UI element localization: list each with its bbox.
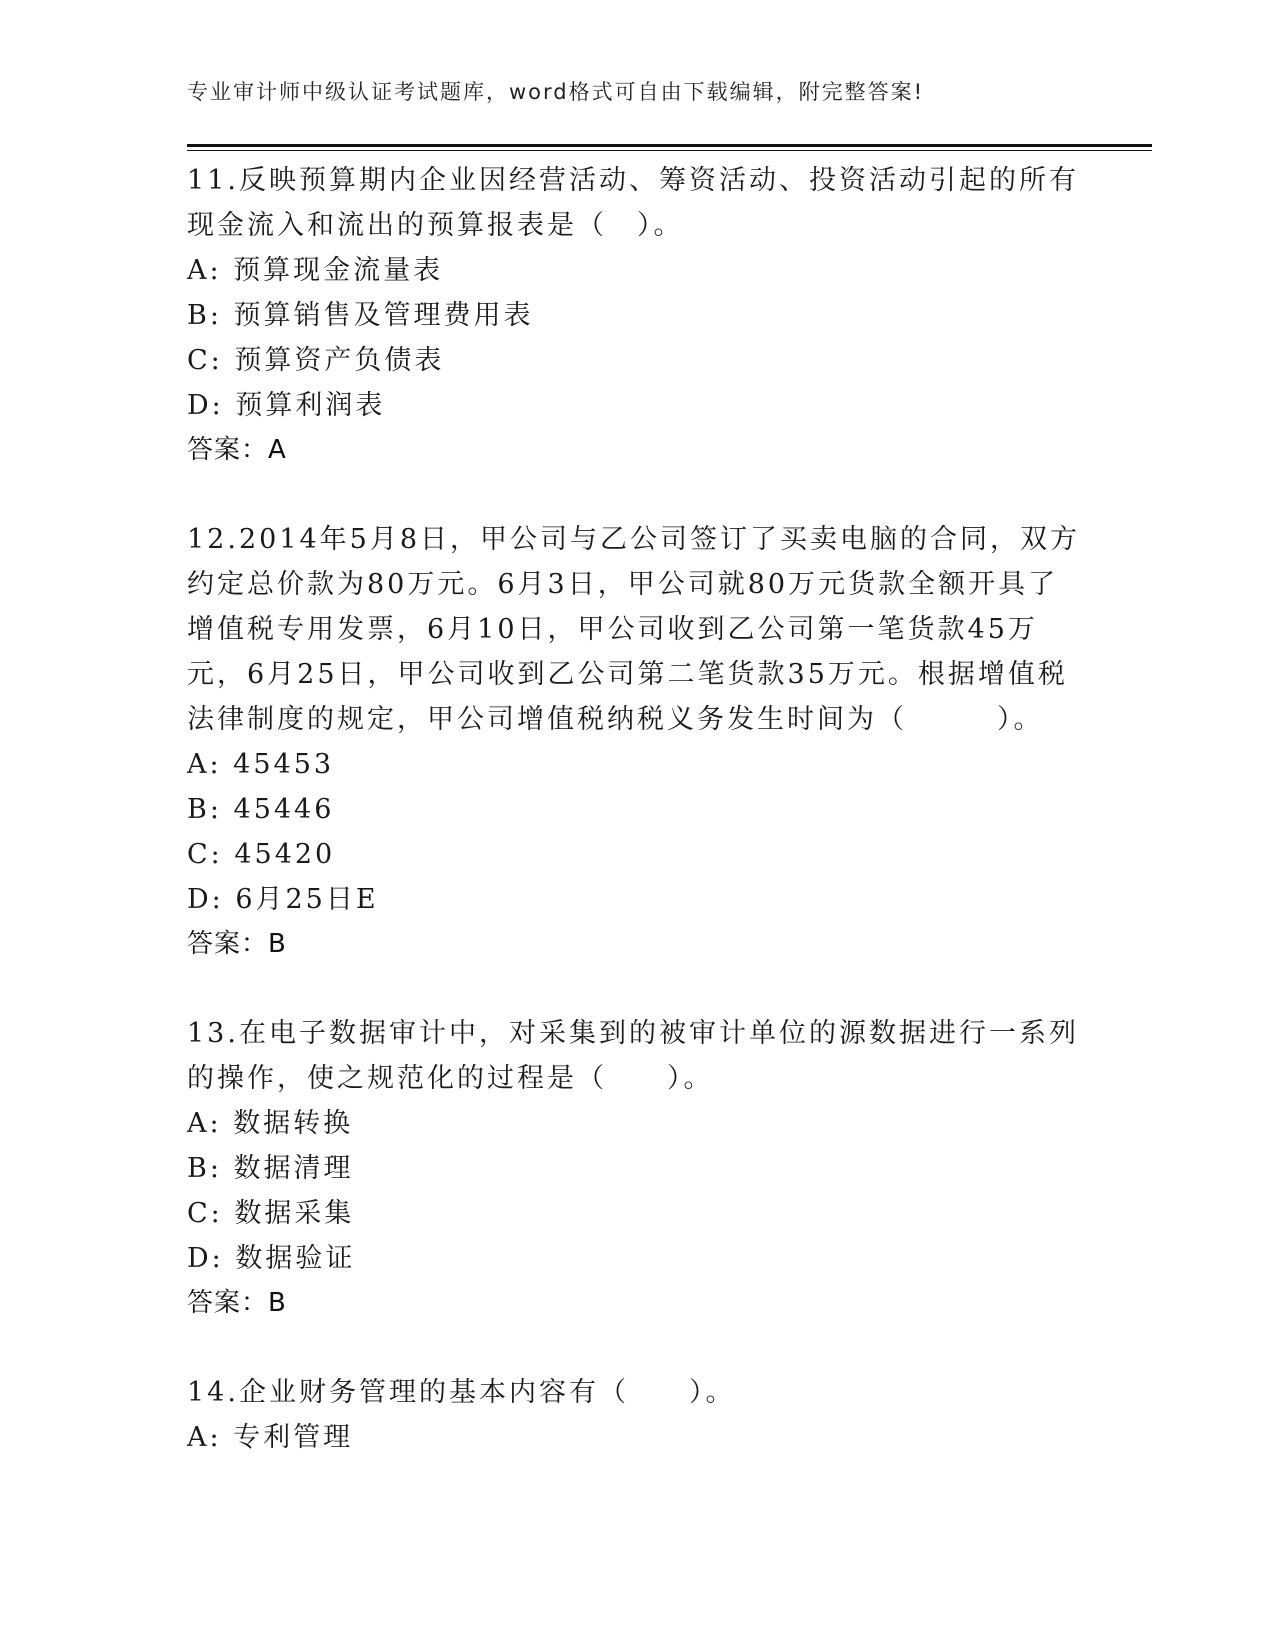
question-13 [187, 1011, 1087, 1326]
option-c: C: 数据采集 [187, 1198, 355, 1229]
answer-line: 答案：B [187, 929, 287, 959]
answer-line: 答案：A [187, 435, 287, 465]
header-divider-thick [187, 144, 1152, 147]
question-11 [187, 158, 1087, 473]
option-d: D: 6月25日E [187, 884, 379, 915]
option-d: D: 数据验证 [187, 1243, 356, 1274]
question-list [187, 158, 1087, 1460]
question-stem: 13.在电子数据审计中，对采集到的被审计单位的源数据进行一系列的操作，使之规范化的过程是（ ）。 [187, 1018, 1079, 1094]
answer-line: 答案：B [187, 1288, 287, 1318]
question-stem: 11.反映预算期内企业因经营活动、筹资活动、投资活动引起的所有现金流入和流出的预算报表是（ ）。 [187, 165, 1079, 241]
question-stem: 12.2014年5月8日，甲公司与乙公司签订了买卖电脑的合同，双方约定总价款为80万元。6月3日，甲公司就80万元货款全额开具了增值税专用发票，6月10日，甲公司收到乙公司第一笔货款45万元，6月25日，甲公司收到乙公司第二笔货款35万元。根据增值税法律制度的规定，甲公司增值税纳税义务发生时间为（ ）。 [187, 524, 1081, 735]
header-divider-thin [187, 150, 1152, 151]
question-12 [187, 517, 1087, 967]
option-c: C: 预算资产负债表 [187, 345, 445, 376]
option-d: D: 预算利润表 [187, 390, 386, 421]
option-a: A: 45453 [187, 749, 335, 780]
option-a: A: 预算现金流量表 [187, 255, 444, 286]
page-header-text: 专业审计师中级认证考试题库，word格式可自由下载编辑，附完整答案! [187, 80, 925, 104]
question-14 [187, 1370, 1087, 1460]
option-b: B: 45446 [187, 794, 335, 825]
option-b: B: 数据清理 [187, 1153, 354, 1184]
question-stem: 14.企业财务管理的基本内容有（ ）。 [187, 1377, 736, 1408]
option-b: B: 预算销售及管理费用表 [187, 300, 534, 331]
option-a: A: 数据转换 [187, 1108, 354, 1139]
option-c: C: 45420 [187, 839, 336, 870]
option-a: A: 专利管理 [187, 1422, 354, 1453]
